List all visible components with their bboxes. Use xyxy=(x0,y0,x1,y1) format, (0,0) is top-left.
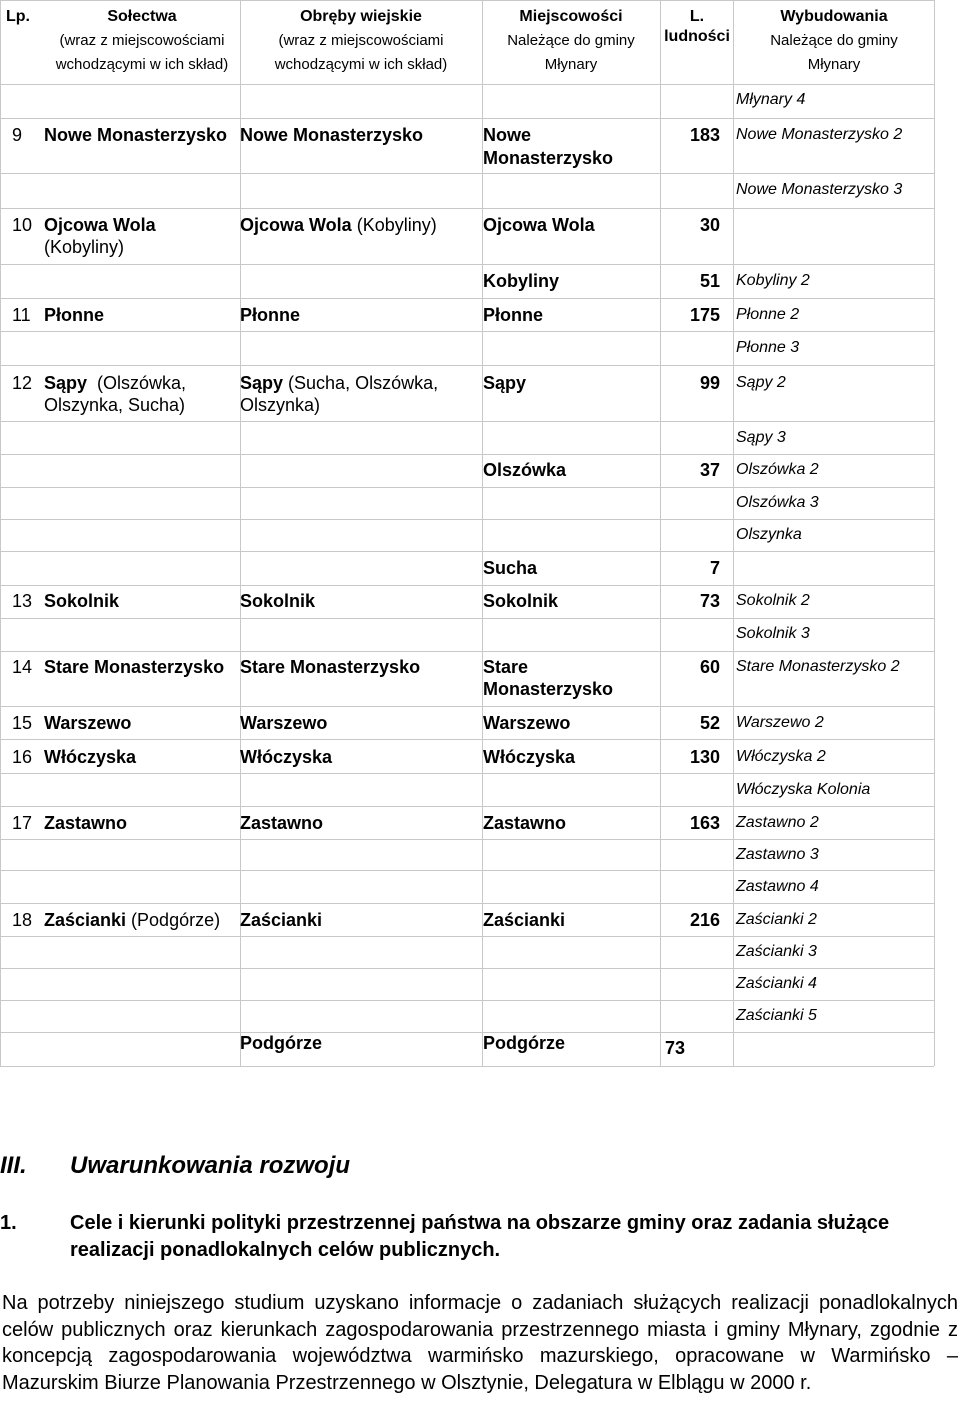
row-number-cell xyxy=(12,909,32,931)
cell-text: 7 xyxy=(709,558,720,578)
solectwo-cell xyxy=(44,812,127,834)
cell-text: Olszynka) xyxy=(240,395,321,415)
wybudowanie-cell xyxy=(736,909,817,931)
cell-text: 51 xyxy=(699,271,720,291)
population-cell xyxy=(660,124,720,146)
cell-text: Sokolnik 3 xyxy=(736,625,810,642)
cell-text: Zastawno 3 xyxy=(736,846,819,863)
column-header-subtitle: (wraz z miejscowościami xyxy=(59,32,225,49)
cell-text: Włóczyska xyxy=(240,747,333,767)
solectwo-cell xyxy=(44,712,131,734)
subsection-title-text: Cele i kierunki polityki przestrzennej państwa na obszarze gminy oraz zadania służące realizacji ponadlokalnych celów publicznych. xyxy=(70,1212,890,1261)
cell-text: Sokolnik 2 xyxy=(736,592,810,609)
cell-text: Zastawno xyxy=(44,813,128,833)
column-header-subtitle: Młynary xyxy=(807,56,861,73)
cell-text: Zaścianki 5 xyxy=(736,1007,817,1024)
row-number-cell xyxy=(12,812,32,834)
population-cell xyxy=(660,459,720,481)
cell-text: Olszówka 3 xyxy=(736,494,819,511)
obreb-cell xyxy=(240,590,315,612)
wybudowanie-cell xyxy=(736,779,870,801)
cell-text: Sąpy xyxy=(240,373,284,393)
cell-text: Nowe xyxy=(483,125,532,145)
population-cell xyxy=(660,214,720,236)
miejscowosc-cell xyxy=(483,678,613,700)
row-number-cell xyxy=(12,746,32,768)
column-header-title: Wybudowania xyxy=(780,8,888,25)
solectwo-cell xyxy=(44,304,104,326)
column-header-title: Lp. xyxy=(6,8,30,25)
miejscowosc-cell xyxy=(483,147,613,169)
obreb-cell xyxy=(240,214,437,236)
cell-text: Zaścianki 4 xyxy=(736,975,817,992)
subsection-number: 1. xyxy=(0,1212,17,1234)
column-header xyxy=(660,5,734,45)
wybudowanie-cell xyxy=(736,876,819,898)
cell-text: Stare xyxy=(483,657,529,677)
cell-text: 13 xyxy=(12,591,33,611)
column-header-subtitle: Należące do gminy xyxy=(507,32,635,49)
cell-text: Olszówka 2 xyxy=(736,461,819,478)
cell-text: 9 xyxy=(12,125,23,145)
miejscowosc-cell xyxy=(483,372,526,394)
cell-text: Zaścianki 2 xyxy=(736,911,817,928)
cell-text: Zaścianki xyxy=(44,910,127,930)
cell-text: 183 xyxy=(689,125,720,145)
wybudowanie-cell xyxy=(736,89,805,111)
cell-text: Ojcowa Wola xyxy=(240,215,352,235)
wybudowanie-cell xyxy=(736,427,786,449)
cell-text: 12 xyxy=(12,373,33,393)
cell-text: Sąpy xyxy=(44,373,88,393)
cell-suffix-text: (Kobyliny) xyxy=(351,215,437,235)
cell-text: Włóczyska Kolonia xyxy=(736,781,871,798)
cell-text: Zastawno 4 xyxy=(736,878,819,895)
cell-text: Sokolnik xyxy=(240,591,316,611)
solectwo-cell xyxy=(44,394,185,416)
wybudowanie-cell xyxy=(736,812,819,834)
obreb-cell xyxy=(240,909,322,931)
row-number-cell xyxy=(12,590,32,612)
cell-text: 37 xyxy=(699,460,720,480)
column-header-subtitle: ludności xyxy=(664,28,730,45)
cell-text: Zastawno xyxy=(240,813,324,833)
cell-text: Ojcowa Wola xyxy=(44,215,156,235)
wybudowanie-cell xyxy=(736,459,819,481)
cell-text: Podgórze xyxy=(483,1033,566,1053)
column-header-title: Miejscowości xyxy=(519,8,623,25)
wybudowanie-cell xyxy=(736,656,900,678)
population-cell xyxy=(660,746,720,768)
miejscowosc-cell xyxy=(483,909,565,931)
miejscowosc-cell xyxy=(483,812,566,834)
cell-text: Nowe Monasterzysko 3 xyxy=(736,181,903,198)
wybudowanie-cell xyxy=(736,973,817,995)
miejscowosc-cell xyxy=(483,270,559,292)
row-number-cell xyxy=(12,214,32,236)
solectwo-cell xyxy=(44,214,156,236)
wybudowanie-cell xyxy=(736,524,802,546)
obreb-cell xyxy=(240,712,327,734)
cell-text: 216 xyxy=(689,910,720,930)
cell-text: Sąpy 2 xyxy=(736,374,786,391)
cell-text: Monasterzysko xyxy=(483,679,614,699)
cell-text: 14 xyxy=(12,657,33,677)
cell-text: Kobyliny xyxy=(483,271,560,291)
miejscowosc-cell xyxy=(483,214,595,236)
cell-text: Zastawno 2 xyxy=(736,814,819,831)
miejscowosc-cell xyxy=(483,656,528,678)
solectwo-cell xyxy=(44,236,124,258)
wybudowanie-cell xyxy=(736,1005,817,1027)
column-header xyxy=(734,5,934,77)
section-title-text: Uwarunkowania rozwoju xyxy=(70,1152,351,1179)
cell-text: Płonne xyxy=(483,305,544,325)
body-paragraph: Na potrzeby niniejszego studium uzyskano informacje o zadaniach służących realizacji ponadlokalnych celów publicznych oraz kierunkach zagospodarowania przestrzennego miasta i gminy Młynary, zgodnie z koncepcją zagospodarowania województwa warmińsko mazurskiego, opracowane w Warmińsko – Mazurskim Biurze Planowania Przestrzennego w Olsztynie, Delegatura w Elblągu w 2000 r. xyxy=(2,1292,958,1394)
obreb-cell xyxy=(240,372,438,394)
cell-suffix-text: (Sucha, Olszówka, xyxy=(283,373,439,393)
column-header xyxy=(240,5,482,77)
cell-text: Olszynka, Sucha) xyxy=(44,395,186,415)
cell-text: (Kobyliny) xyxy=(44,237,125,257)
miejscowosc-cell xyxy=(483,1032,565,1054)
solectwo-cell xyxy=(44,909,220,931)
cell-text: Stare Monasterzysko xyxy=(240,657,421,677)
wybudowanie-cell xyxy=(736,179,902,201)
population-cell xyxy=(660,372,720,394)
cell-text: Kobyliny 2 xyxy=(736,272,810,289)
wybudowanie-cell xyxy=(736,844,819,866)
wybudowanie-cell xyxy=(736,124,902,146)
miejscowosc-cell xyxy=(483,712,570,734)
cell-text: Olszówka xyxy=(483,460,567,480)
cell-text: Stare Monasterzysko xyxy=(44,657,225,677)
column-header xyxy=(44,5,240,77)
cell-text: Płonne xyxy=(44,305,105,325)
cell-text: Sucha xyxy=(483,558,538,578)
column-header-subtitle: wchodzącymi w ich skład) xyxy=(55,56,229,73)
wybudowanie-cell xyxy=(736,712,824,734)
cell-text: Sąpy 3 xyxy=(736,429,786,446)
cell-text: 18 xyxy=(12,910,33,930)
solectwo-cell xyxy=(44,590,119,612)
wybudowanie-cell xyxy=(736,746,826,768)
obreb-cell xyxy=(240,656,420,678)
wybudowanie-cell xyxy=(736,270,810,292)
cell-text: 30 xyxy=(699,215,720,235)
population-cell xyxy=(660,557,720,579)
cell-text: 52 xyxy=(699,713,720,733)
cell-text: Zaścianki 3 xyxy=(736,943,817,960)
population-cell xyxy=(660,270,720,292)
miejscowosc-cell xyxy=(483,557,537,579)
cell-text: 15 xyxy=(12,713,33,733)
row-number-cell xyxy=(12,124,22,146)
population-cell xyxy=(625,1037,685,1059)
cell-text: 10 xyxy=(12,215,33,235)
column-header-title: L. xyxy=(689,8,705,25)
cell-text: Monasterzysko xyxy=(483,148,614,168)
section-number: III. xyxy=(0,1152,27,1179)
wybudowanie-cell xyxy=(736,372,786,394)
cell-text: 11 xyxy=(12,305,31,325)
cell-text: Sokolnik xyxy=(483,591,559,611)
solectwo-cell xyxy=(44,746,136,768)
section-heading xyxy=(0,1152,350,1180)
population-cell xyxy=(660,304,720,326)
wybudowanie-cell xyxy=(736,492,819,514)
column-header xyxy=(482,5,660,77)
column-header-subtitle: Należące do gminy xyxy=(770,32,898,49)
obreb-cell xyxy=(240,1032,322,1054)
cell-text: 130 xyxy=(689,747,720,767)
obreb-cell xyxy=(240,394,320,416)
cell-text: 175 xyxy=(689,305,720,325)
cell-text: Nowe Monasterzysko xyxy=(44,125,228,145)
subsection-heading xyxy=(0,1210,950,1264)
miejscowosc-cell xyxy=(483,746,575,768)
population-cell xyxy=(660,812,720,834)
cell-text: Włóczyska 2 xyxy=(736,748,826,765)
column-header-title: Sołectwa xyxy=(107,8,177,25)
cell-text: Zaścianki xyxy=(483,910,566,930)
column-header-title: Obręby wiejskie xyxy=(300,8,422,25)
wybudowanie-cell xyxy=(736,304,799,326)
cell-text: Włóczyska xyxy=(483,747,576,767)
wybudowanie-cell xyxy=(736,337,799,359)
population-cell xyxy=(660,590,720,612)
obreb-cell xyxy=(240,304,300,326)
column-header-subtitle: (wraz z miejscowościami xyxy=(278,32,444,49)
cell-text: Sąpy xyxy=(483,373,527,393)
cell-text: Olszynka xyxy=(736,526,802,543)
cell-text: 60 xyxy=(699,657,720,677)
cell-text: Płonne 3 xyxy=(736,339,800,356)
cell-text: Stare Monasterzysko 2 xyxy=(736,658,900,675)
row-number-cell xyxy=(12,712,32,734)
obreb-cell xyxy=(240,124,423,146)
cell-text: Warszewo 2 xyxy=(736,714,824,731)
wybudowanie-cell xyxy=(736,941,817,963)
column-header-subtitle: wchodzącymi w ich skład) xyxy=(274,56,448,73)
obreb-cell xyxy=(240,746,332,768)
population-cell xyxy=(660,909,720,931)
cell-text: Warszewo xyxy=(44,713,132,733)
solectwo-cell xyxy=(44,124,227,146)
row-number-cell xyxy=(12,372,32,394)
row-number-cell xyxy=(12,656,32,678)
cell-text: Zaścianki xyxy=(240,910,323,930)
miejscowosc-cell xyxy=(483,124,531,146)
cell-text: Płonne xyxy=(240,305,301,325)
solectwo-cell xyxy=(44,372,186,394)
miejscowosc-cell xyxy=(483,459,566,481)
cell-text: Płonne 2 xyxy=(736,306,800,323)
cell-suffix-text: (Olszówka, xyxy=(87,373,187,393)
cell-text: Podgórze xyxy=(240,1033,323,1053)
miejscowosc-cell xyxy=(483,590,558,612)
cell-text: Nowe Monasterzysko xyxy=(240,125,424,145)
cell-text: 163 xyxy=(689,813,720,833)
cell-text: 73 xyxy=(699,591,720,611)
population-cell xyxy=(660,712,720,734)
wybudowanie-cell xyxy=(736,590,810,612)
cell-text: Zastawno xyxy=(483,813,567,833)
solectwo-cell xyxy=(44,656,224,678)
cell-text: 99 xyxy=(699,373,720,393)
cell-text: Sokolnik xyxy=(44,591,120,611)
cell-text: Warszewo xyxy=(240,713,328,733)
obreb-cell xyxy=(240,812,323,834)
column-header-subtitle: Młynary xyxy=(544,56,598,73)
cell-text: Ojcowa Wola xyxy=(483,215,595,235)
cell-text: 73 xyxy=(664,1038,685,1058)
cell-text: 16 xyxy=(12,747,33,767)
cell-text: Nowe Monasterzysko 2 xyxy=(736,126,903,143)
miejscowosc-cell xyxy=(483,304,543,326)
cell-text: Młynary 4 xyxy=(736,91,806,108)
cell-text: Warszewo xyxy=(483,713,571,733)
cell-suffix-text: (Podgórze) xyxy=(126,910,221,930)
population-cell xyxy=(660,656,720,678)
wybudowanie-cell xyxy=(736,623,810,645)
cell-text: 17 xyxy=(12,813,33,833)
cell-text: Włóczyska xyxy=(44,747,137,767)
row-number-cell xyxy=(12,304,31,326)
